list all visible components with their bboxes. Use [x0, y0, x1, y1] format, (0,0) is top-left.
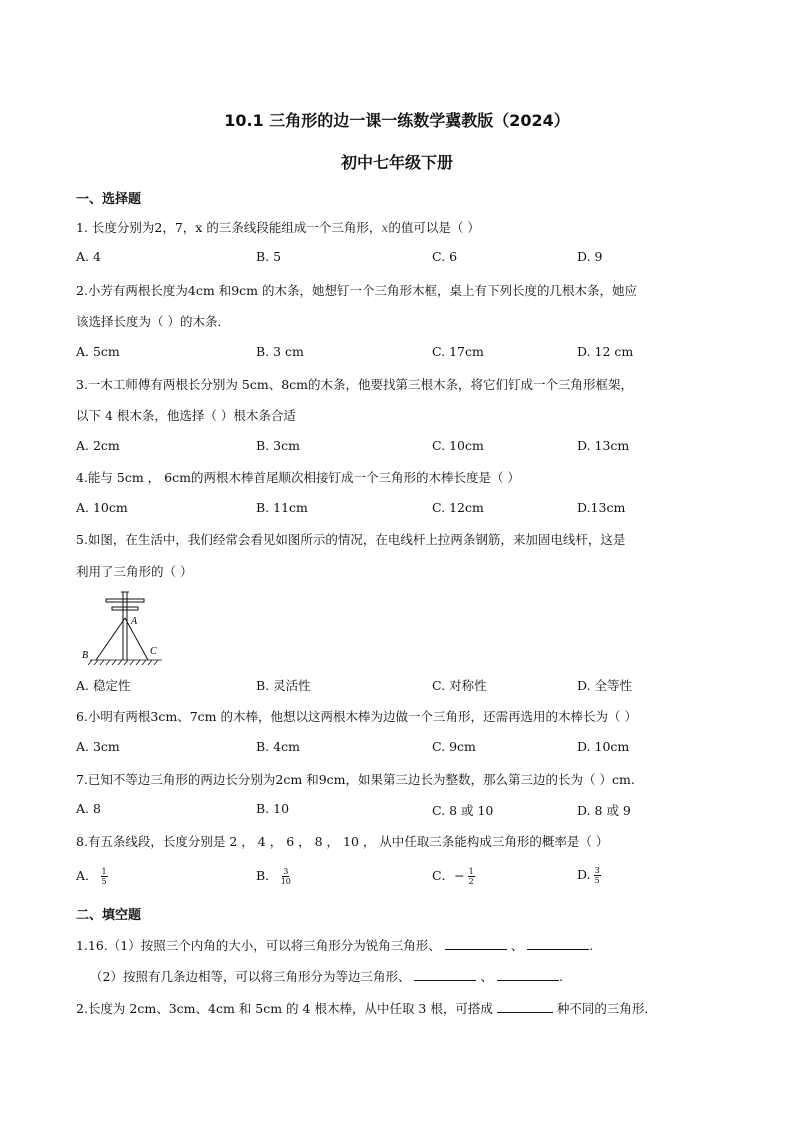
option-d-label: D. — [577, 867, 591, 882]
option-a-label: A． — [76, 868, 98, 883]
fill-question-1-part-1 — [76, 936, 726, 954]
option-c: C. 9cm — [432, 739, 476, 754]
option-b-fraction — [281, 867, 291, 886]
question-5-options — [0, 676, 794, 694]
pole — [106, 592, 144, 660]
option-c: C. 6 — [432, 249, 458, 264]
option-b — [256, 866, 291, 886]
ground-hatching — [88, 660, 162, 665]
question-8-options — [0, 866, 794, 884]
fill-2-text-a: 2.长度为 2cm、3cm、4cm 和 5cm 的 4 根木棒，从中任取 3 根，可搭成 — [76, 1001, 493, 1016]
fraction-numerator: 3 — [283, 867, 289, 876]
question-8-line-1: 8.有五条线段，长度分别是 2 ， 4 ， 6 ， 8 ， 10 ， 从中任取三条能构成三角形的概率是（ ） — [76, 834, 609, 849]
question-4-options — [0, 500, 794, 518]
page-subtitle: 初中七年级下册 — [340, 153, 453, 172]
question-2-options — [0, 344, 794, 362]
fraction-denominator: 5 — [101, 877, 107, 886]
question-3-line-2: 以下 4 根木条，他选择（ ）根木条合适 — [76, 408, 296, 423]
question-3-line-1: 3.一木工师傅有两根长分别为 5cm、8cm的木条，他要找第三根木条，将它们钉成一个三角形框架， — [76, 377, 634, 392]
fill-question-1-part-2 — [90, 967, 740, 985]
option-a: A. 2cm — [76, 438, 120, 453]
question-4-line-1: 4.能与 5cm ， 6cm的两根木棒首尾顺次相接钉成一个三角形的木棒长度是（ ） — [76, 470, 520, 485]
section-choice-heading: 一、选择题 — [76, 192, 142, 207]
section-fill-heading: 二、填空题 — [76, 908, 142, 923]
option-b: B. 11cm — [256, 500, 308, 515]
fill-question-2 — [76, 999, 726, 1017]
option-c: C. 17cm — [432, 344, 484, 359]
option-d: D. 9 — [577, 249, 603, 264]
option-b: B. 4cm — [256, 739, 300, 754]
utility-pole-figure — [76, 590, 176, 665]
support-wires — [96, 618, 148, 660]
option-a: A. 稳定性 — [76, 678, 131, 693]
option-d: D.13cm — [577, 500, 626, 515]
figure-label-b: B — [82, 650, 89, 661]
question-1-text-b: 的值可以是（ ） — [388, 220, 480, 235]
option-a-fraction — [101, 867, 108, 886]
option-c: C. 8 或 10 — [432, 803, 494, 818]
line-end: . — [589, 938, 594, 953]
question-1-text-a: 1. 长度分别为2，7，x 的三条线段能组成一个三角形， — [76, 220, 382, 235]
option-c: C. 12cm — [432, 500, 484, 515]
fraction-denominator: 2 — [468, 877, 474, 886]
question-1-variable: x — [381, 220, 389, 235]
fill-1a-text: 1.16.（1）按照三个内角的大小，可以将三角形分为锐角三角形、 — [76, 938, 441, 953]
option-c — [432, 866, 475, 886]
option-d-fraction — [594, 866, 601, 885]
option-d: D. 12 cm — [577, 344, 634, 359]
option-a: A. 5cm — [76, 344, 120, 359]
option-b: B. 灵活性 — [256, 678, 311, 693]
option-d: D. 全等性 — [577, 678, 633, 693]
fraction-denominator: 5 — [594, 876, 600, 885]
question-3-options — [0, 438, 794, 456]
fraction-numerator: 1 — [101, 867, 107, 876]
option-a: A. 4 — [76, 249, 101, 264]
question-1-options — [0, 249, 794, 267]
option-c: C. 10cm — [432, 438, 484, 453]
answer-blank[interactable] — [527, 939, 589, 950]
question-2-line-2: 该选择长度为（ ）的木条． — [76, 314, 230, 329]
fill-1b-text: （2）按照有几条边相等，可以将三角形分为等边三角形、 — [90, 969, 411, 984]
answer-blank[interactable] — [497, 1002, 553, 1013]
option-c-fraction — [468, 867, 475, 886]
question-1 — [76, 218, 726, 236]
option-a: A. 10cm — [76, 500, 128, 515]
option-b: B. 5 — [256, 249, 282, 264]
question-7-options — [0, 801, 794, 819]
option-d: D. 10cm — [577, 739, 630, 754]
option-b: B. 10 — [256, 801, 290, 816]
option-d — [577, 866, 601, 885]
answer-blank[interactable] — [414, 970, 476, 981]
option-c-sign: − — [454, 868, 465, 883]
question-5-line-2: 利用了三角形的（ ） — [76, 564, 193, 579]
fraction-numerator: 1 — [468, 867, 474, 876]
option-a — [76, 866, 108, 886]
question-6-line-1: 6.小明有两根3cm、7cm 的木棒，他想以这两根木棒为边做一个三角形，还需再选用的木棒长为（ ） — [76, 709, 637, 724]
figure-label-c: C — [150, 646, 157, 657]
answer-blank[interactable] — [497, 970, 559, 981]
question-6-options — [0, 739, 794, 757]
line-end: . — [558, 969, 563, 984]
question-5-line-1: 5.如图，在生活中，我们经常会看见如图所示的情况，在电线杆上拉两条钢筋，来加固电线杆，这是 — [76, 532, 626, 547]
option-d: D. 8 或 9 — [577, 803, 631, 818]
fraction-numerator: 3 — [594, 866, 600, 875]
figure-label-a: A — [131, 616, 138, 627]
fill-2-text-b: 种不同的三角形． — [556, 1001, 657, 1016]
option-b: B. 3cm — [256, 438, 300, 453]
answer-blank[interactable] — [445, 939, 507, 950]
fraction-denominator: 10 — [280, 877, 291, 886]
separator: 、 — [480, 969, 493, 984]
option-c-label: C． — [432, 868, 455, 883]
question-2-line-1: 2.小芳有两根长度为4cm 和9cm 的木条，她想钉一个三角形木框，桌上有下列长度的几根木条，她应 — [76, 283, 637, 298]
question-7-line-1: 7.已知不等边三角形的两边长分别为2cm 和9cm，如果第三边长为整数，那么第三边的长为（ ）cm. — [76, 772, 635, 787]
page-title: 10.1 三角形的边一课一练数学冀教版（2024） — [224, 111, 570, 130]
option-b-label: B． — [256, 868, 278, 883]
option-a: A. 8 — [76, 801, 101, 816]
option-b: B. 3 cm — [256, 344, 304, 359]
option-d: D. 13cm — [577, 438, 630, 453]
option-c: C. 对称性 — [432, 678, 487, 693]
option-a: A. 3cm — [76, 739, 120, 754]
separator: 、 — [510, 938, 524, 953]
